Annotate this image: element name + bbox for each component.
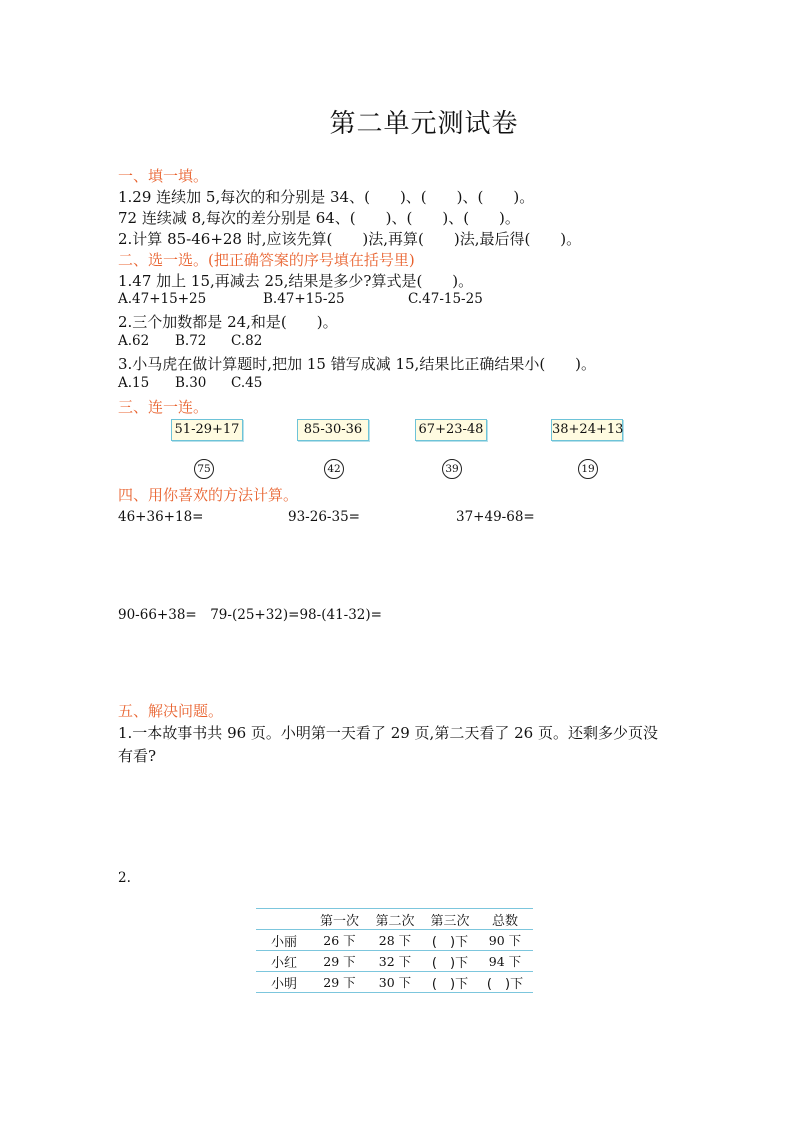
question-2-3: 3.小马虎在做计算题时,把加 15 错写成减 15,结果比正确结果小( )。 <box>118 355 597 373</box>
jump-rope-table <box>256 908 533 993</box>
table-header-cell: 第一次 <box>312 909 367 930</box>
table-cell: 90 下 <box>477 930 533 951</box>
table-cell: ( )下 <box>423 951 477 972</box>
expression-box: 51-29+17 <box>171 419 243 441</box>
table-cell: 29 下 <box>312 972 367 993</box>
section-2-heading: 二、选一选。(把正确答案的序号填在括号里) <box>118 251 415 269</box>
expression-box: 67+23-48 <box>415 419 487 441</box>
option-2-3-a: A.15 <box>118 375 150 391</box>
table-header-cell <box>256 909 312 930</box>
table-cell: ( )下 <box>423 930 477 951</box>
option-2-2-c: C.82 <box>231 333 263 349</box>
table-cell: 26 下 <box>312 930 367 951</box>
section-3-heading: 三、连一连。 <box>118 398 209 416</box>
question-5-2: 2. <box>118 870 131 886</box>
table-header-cell: 第二次 <box>367 909 423 930</box>
calc-expression: 46+36+18= <box>118 509 204 525</box>
page-title: 第二单元测试卷 <box>329 109 519 139</box>
table-cell: 94 下 <box>477 951 533 972</box>
expression-box: 38+24+13 <box>551 419 623 441</box>
table-header-row <box>256 909 533 930</box>
option-2-1-b: B.47+15-25 <box>263 291 345 307</box>
question-2-1: 1.47 加上 15,再减去 25,结果是多少?算式是( )。 <box>118 272 474 290</box>
answer-circle: 19 <box>578 459 598 479</box>
answer-circle: 75 <box>194 459 214 479</box>
option-2-2-b: B.72 <box>175 333 207 349</box>
question-1-1a: 1.29 连续加 5,每次的和分别是 34、( )、( )、( )。 <box>118 188 535 206</box>
option-2-1-c: C.47-15-25 <box>408 291 483 307</box>
table-cell: 小明 <box>256 972 312 993</box>
question-5-1-line-1: 1.一本故事书共 96 页。小明第一天看了 29 页,第二天看了 26 页。还剩多少页没 <box>118 724 658 742</box>
answer-circle: 42 <box>324 459 344 479</box>
question-5-1-line-2: 有看? <box>118 747 157 765</box>
table-cell: 30 下 <box>367 972 423 993</box>
question-1-2: 2.计算 85-46+28 时,应该先算( )法,再算( )法,最后得( )。 <box>118 230 582 248</box>
table-cell: 小丽 <box>256 930 312 951</box>
option-2-3-c: C.45 <box>231 375 263 391</box>
table-row <box>256 951 533 972</box>
calc-expression: 37+49-68= <box>456 509 535 525</box>
section-5-heading: 五、解决问题。 <box>118 702 224 720</box>
table-cell: 32 下 <box>367 951 423 972</box>
option-2-3-b: B.30 <box>175 375 207 391</box>
option-2-1-a: A.47+15+25 <box>118 291 207 307</box>
calc-expression: 93-26-35= <box>288 509 360 525</box>
option-2-2-a: A.62 <box>118 333 150 349</box>
table-header-cell: 总数 <box>477 909 533 930</box>
table-cell: ( )下 <box>477 972 533 993</box>
calc-expression-row-2: 90-66+38= 79-(25+32)=98-(41-32)= <box>118 607 382 623</box>
question-2-2: 2.三个加数都是 24,和是( )。 <box>118 313 338 331</box>
table-cell: 小红 <box>256 951 312 972</box>
table-header-cell: 第三次 <box>423 909 477 930</box>
section-1-heading: 一、填一填。 <box>118 167 209 185</box>
table-row <box>256 930 533 951</box>
section-4-heading: 四、用你喜欢的方法计算。 <box>118 486 299 504</box>
table-cell: ( )下 <box>423 972 477 993</box>
expression-box: 85-30-36 <box>297 419 369 441</box>
table-cell: 29 下 <box>312 951 367 972</box>
table-cell: 28 下 <box>367 930 423 951</box>
question-1-1b: 72 连续减 8,每次的差分别是 64、( )、( )、( )。 <box>118 209 520 227</box>
table-row <box>256 972 533 993</box>
answer-circle: 39 <box>442 459 462 479</box>
